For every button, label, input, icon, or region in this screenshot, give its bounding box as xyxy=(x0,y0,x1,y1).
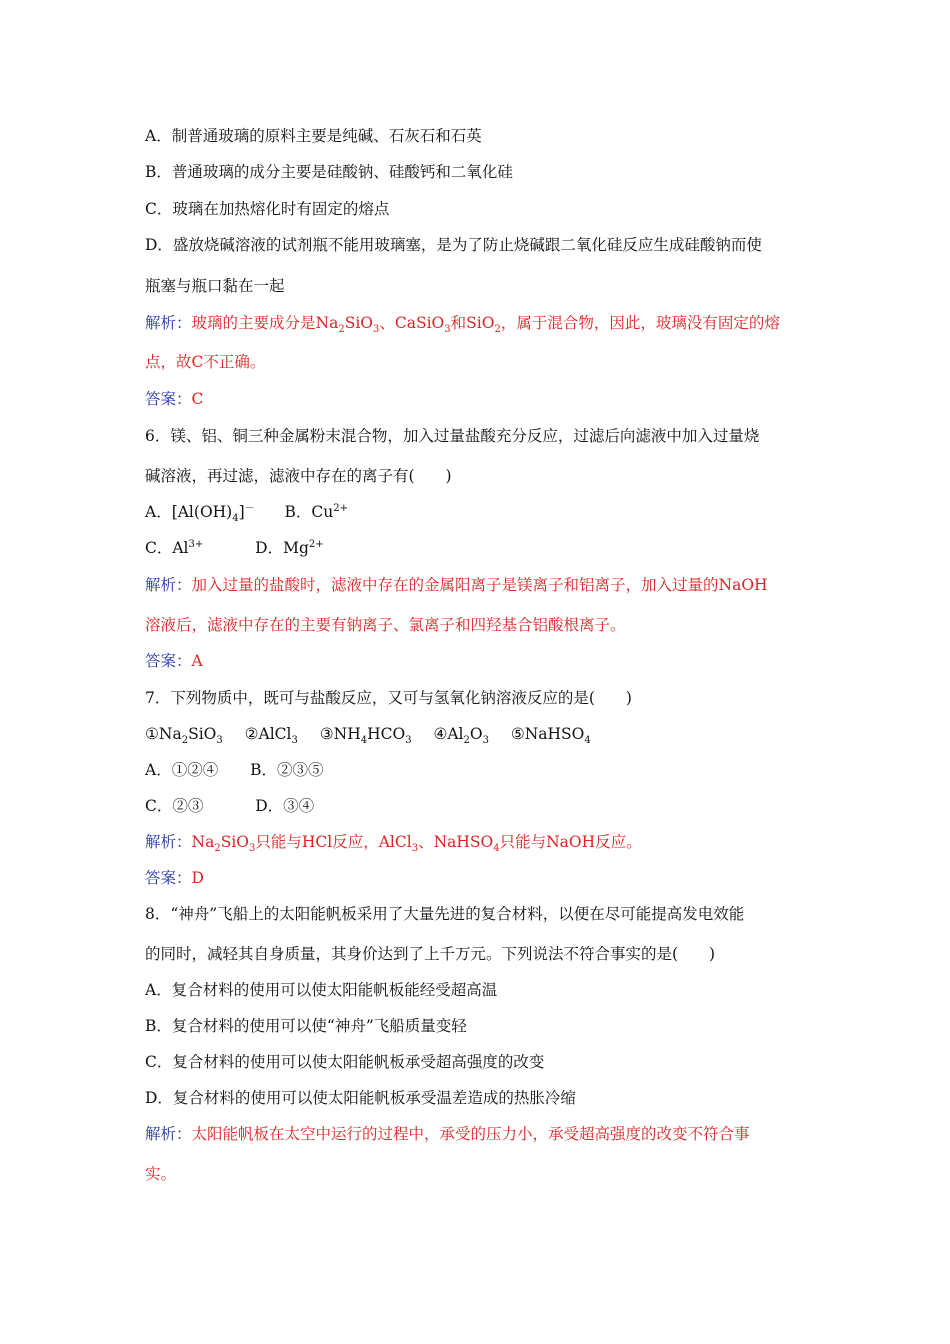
q5-option-b: B．普通玻璃的成分主要是硅酸钠、硅酸钙和二氧化硅 xyxy=(145,163,513,181)
q6-stem-line2: 碱溶液，再过滤，滤液中存在的离子有( ) xyxy=(145,467,452,485)
substance-3: $③NH_4HCO_3$ xyxy=(319,725,412,747)
substance-1: $①Na_2SiO_3$ xyxy=(145,725,223,747)
q5-option-c: C．玻璃在加热熔化时有固定的熔点 xyxy=(145,200,390,218)
q7-stem: 7．下列物质中，既可与盐酸反应，又可与氢氧化钠溶液反应的是( ) xyxy=(145,689,632,707)
q5-option-d-line2: 瓶塞与瓶口黏在一起 xyxy=(145,277,285,295)
q7-options-cd xyxy=(145,796,815,816)
analysis-label: 解析： xyxy=(145,576,192,594)
q8-option-d: D．复合材料的使用可以使太阳能帆板承受温差造成的热胀冷缩 xyxy=(145,1089,576,1107)
analysis-text: 玻璃的主要成分是$Na_2SiO_3$、CaSiO$_3$和SiO$_2$，属于混合物，因此，玻璃没有固定的熔 xyxy=(191,314,780,336)
answer-value: C xyxy=(191,390,204,408)
analysis-label: 解析： xyxy=(145,833,192,851)
q6-answer xyxy=(145,651,815,671)
q7-option-d: D．③④ xyxy=(255,797,315,815)
q6-analysis-line1 xyxy=(145,575,815,595)
q6-option-b: B．$Cu^{2+}$ xyxy=(284,502,349,521)
answer-label: 答案： xyxy=(145,869,192,887)
q8-option-b: B．复合材料的使用可以使“神舟”飞船质量变轻 xyxy=(145,1017,467,1035)
q5-answer xyxy=(145,389,815,409)
q8-analysis-line2: 实。 xyxy=(145,1165,177,1183)
analysis-text: 加入过量的盐酸时，滤液中存在的金属阳离子是镁离子和铝离子，加入过量的NaOH xyxy=(191,576,768,594)
q5-analysis-line1 xyxy=(145,313,815,336)
analysis-label: 解析： xyxy=(145,1125,192,1143)
q7-analysis xyxy=(145,832,815,855)
q6-options-ab xyxy=(145,502,815,525)
q6-option-a: A．$[Al(OH)_4]^-$ xyxy=(145,502,255,525)
q6-options-cd xyxy=(145,538,815,558)
q6-stem-line1: 6．镁、铝、铜三种金属粉末混合物，加入过量盐酸充分反应，过滤后向滤液中加入过量烧 xyxy=(145,427,760,445)
answer-value: D xyxy=(191,869,204,887)
q6-analysis-line2: 溶液后，滤液中存在的主要有钠离子、氯离子和四羟基合铝酸根离子。 xyxy=(145,616,626,634)
q7-option-c: C．②③ xyxy=(145,797,204,815)
answer-label: 答案： xyxy=(145,390,192,408)
q7-option-b: B．②③⑤ xyxy=(250,761,324,779)
q6-option-c: C．$Al^{3+}$ xyxy=(145,538,204,557)
q5-analysis-line2: 点，故C不正确。 xyxy=(145,353,266,371)
substance-4: $④Al_2O_3$ xyxy=(433,725,489,747)
q8-option-c: C．复合材料的使用可以使太阳能帆板承受超高强度的改变 xyxy=(145,1053,545,1071)
answer-label: 答案： xyxy=(145,652,192,670)
analysis-label: 解析： xyxy=(145,314,192,332)
q6-option-d: D．$Mg^{2+}$ xyxy=(255,538,324,557)
q5-option-d-line1: D．盛放烧碱溶液的试剂瓶不能用玻璃塞，是为了防止烧碱跟二氧化硅反应生成硅酸钠而使 xyxy=(145,236,762,254)
analysis-text: 太阳能帆板在太空中运行的过程中，承受的压力小，承受超高强度的改变不符合事 xyxy=(191,1125,750,1143)
q7-option-a: A．①②④ xyxy=(145,761,219,779)
q7-substances xyxy=(145,724,815,747)
analysis-text: $Na_2SiO_3$只能与HCl反应，AlCl$_3$、NaHSO$_4$只能与NaOH反应。 xyxy=(191,833,642,855)
q8-stem-line2: 的同时，减轻其自身质量，其身价达到了上千万元。下列说法不符合事实的是( ) xyxy=(145,945,716,963)
q8-option-a: A．复合材料的使用可以使太阳能帆板能经受超高温 xyxy=(145,981,498,999)
q8-stem-line1: 8．“神舟”飞船上的太阳能帆板采用了大量先进的复合材料，以便在尽可能提高发电效能 xyxy=(145,905,745,923)
q7-answer xyxy=(145,868,815,888)
q8-analysis-line1 xyxy=(145,1124,815,1144)
q5-option-a: A．制普通玻璃的原料主要是纯碱、石灰石和石英 xyxy=(145,127,482,145)
substance-5: ⑤NaHSO$_4$ xyxy=(510,725,591,747)
answer-value: A xyxy=(191,652,203,670)
q7-options-ab xyxy=(145,760,815,780)
substance-2: ②AlCl$_3$ xyxy=(244,725,298,747)
